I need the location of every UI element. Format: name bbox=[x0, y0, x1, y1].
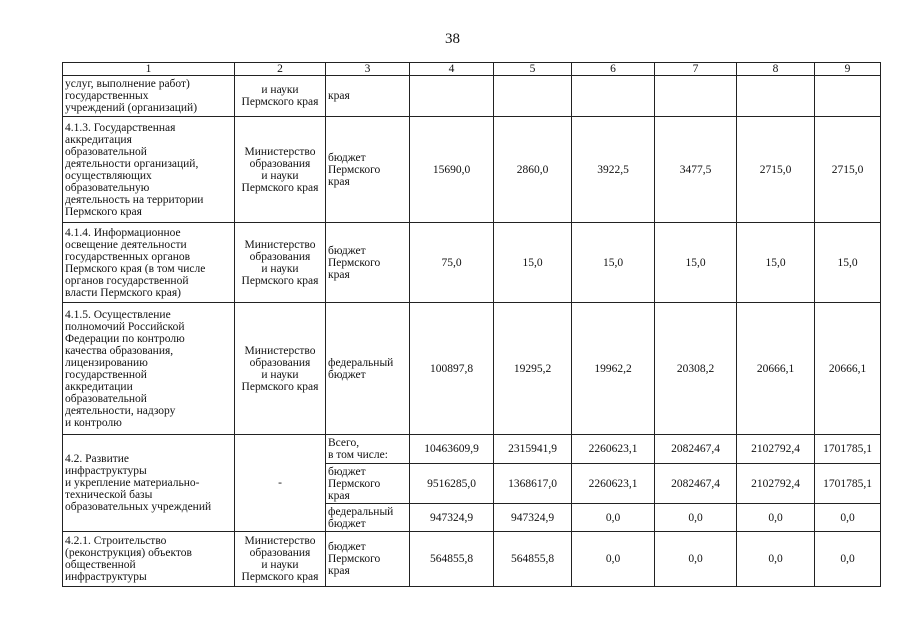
executor-cell: - bbox=[235, 435, 326, 532]
value-cell: 947324,9 bbox=[494, 504, 572, 532]
funding-source-cell: федеральный бюджет bbox=[326, 504, 410, 532]
value-cell: 1701785,1 bbox=[815, 464, 881, 504]
activity-cell: 4.1.5. Осуществление полномочий Российской Федерации по контролю качества образования, лицензированию государственной аккредитации образовательной деятельности, надзору и контролю bbox=[63, 303, 235, 435]
value-cell: 0,0 bbox=[572, 532, 655, 587]
value-cell: 2102792,4 bbox=[737, 464, 815, 504]
value-cell: 0,0 bbox=[815, 532, 881, 587]
table-row bbox=[63, 76, 881, 117]
funding-source-cell: федеральный бюджет bbox=[326, 303, 410, 435]
column-number: 7 bbox=[655, 63, 737, 76]
value-cell: 0,0 bbox=[572, 504, 655, 532]
value-cell: 15,0 bbox=[572, 223, 655, 303]
activity-cell: 4.2.1. Строительство (реконструкция) объектов общественной инфраструктуры bbox=[63, 532, 235, 587]
value-cell: 2082467,4 bbox=[655, 464, 737, 504]
column-number: 9 bbox=[815, 63, 881, 76]
activity-cell: услуг, выполнение работ) государственных учреждений (организаций) bbox=[63, 76, 235, 117]
activity-cell: 4.2. Развитие инфраструктуры и укрепление материально- технической базы образовательных учреждений bbox=[63, 435, 235, 532]
value-cell bbox=[494, 76, 572, 117]
table-row bbox=[63, 303, 881, 435]
executor-cell: Министерство образования и науки Пермского края bbox=[235, 117, 326, 223]
value-cell: 2102792,4 bbox=[737, 435, 815, 464]
column-number: 2 bbox=[235, 63, 326, 76]
funding-source-cell: края bbox=[326, 76, 410, 117]
page-number: 38 bbox=[445, 31, 460, 47]
table-row bbox=[63, 117, 881, 223]
value-cell: 10463609,9 bbox=[410, 435, 494, 464]
column-number: 3 bbox=[326, 63, 410, 76]
value-cell: 2715,0 bbox=[737, 117, 815, 223]
value-cell: 0,0 bbox=[737, 504, 815, 532]
value-cell: 15690,0 bbox=[410, 117, 494, 223]
table-row bbox=[63, 532, 881, 587]
value-cell: 1701785,1 bbox=[815, 435, 881, 464]
value-cell bbox=[410, 76, 494, 117]
value-cell: 0,0 bbox=[737, 532, 815, 587]
executor-cell: Министерство образования и науки Пермского края bbox=[235, 223, 326, 303]
value-cell: 9516285,0 bbox=[410, 464, 494, 504]
value-cell: 20666,1 bbox=[737, 303, 815, 435]
value-cell: 19962,2 bbox=[572, 303, 655, 435]
column-number: 8 bbox=[737, 63, 815, 76]
funding-source-cell: бюджет Пермского края bbox=[326, 464, 410, 504]
value-cell: 564855,8 bbox=[494, 532, 572, 587]
value-cell: 3922,5 bbox=[572, 117, 655, 223]
value-cell: 19295,2 bbox=[494, 303, 572, 435]
budget-table bbox=[62, 62, 881, 587]
value-cell: 947324,9 bbox=[410, 504, 494, 532]
value-cell: 2715,0 bbox=[815, 117, 881, 223]
value-cell: 0,0 bbox=[815, 504, 881, 532]
activity-cell: 4.1.3. Государственная аккредитация образовательной деятельности организаций, осуществляющих образовательную деятельность на территории Пермского края bbox=[63, 117, 235, 223]
column-number: 4 bbox=[410, 63, 494, 76]
column-number-row bbox=[63, 63, 881, 76]
value-cell: 15,0 bbox=[815, 223, 881, 303]
value-cell: 2260623,1 bbox=[572, 464, 655, 504]
value-cell: 2260623,1 bbox=[572, 435, 655, 464]
value-cell: 564855,8 bbox=[410, 532, 494, 587]
funding-source-cell: бюджет Пермского края bbox=[326, 117, 410, 223]
value-cell: 15,0 bbox=[494, 223, 572, 303]
value-cell: 2315941,9 bbox=[494, 435, 572, 464]
column-number: 1 bbox=[63, 63, 235, 76]
activity-cell: 4.1.4. Информационное освещение деятельности государственных органов Пермского края (в том числе органов государственной власти Пермского края) bbox=[63, 223, 235, 303]
value-cell: 0,0 bbox=[655, 532, 737, 587]
executor-cell: и науки Пермского края bbox=[235, 76, 326, 117]
executor-cell: Министерство образования и науки Пермского края bbox=[235, 532, 326, 587]
funding-source-cell: Всего, в том числе: bbox=[326, 435, 410, 464]
value-cell: 15,0 bbox=[737, 223, 815, 303]
column-number: 6 bbox=[572, 63, 655, 76]
value-cell: 20666,1 bbox=[815, 303, 881, 435]
value-cell: 0,0 bbox=[655, 504, 737, 532]
table-row bbox=[63, 435, 881, 464]
value-cell: 100897,8 bbox=[410, 303, 494, 435]
value-cell bbox=[815, 76, 881, 117]
executor-cell: Министерство образования и науки Пермского края bbox=[235, 303, 326, 435]
value-cell: 1368617,0 bbox=[494, 464, 572, 504]
value-cell: 15,0 bbox=[655, 223, 737, 303]
value-cell: 2082467,4 bbox=[655, 435, 737, 464]
column-number: 5 bbox=[494, 63, 572, 76]
value-cell: 20308,2 bbox=[655, 303, 737, 435]
funding-source-cell: бюджет Пермского края bbox=[326, 223, 410, 303]
value-cell: 75,0 bbox=[410, 223, 494, 303]
funding-source-cell: бюджет Пермского края bbox=[326, 532, 410, 587]
value-cell bbox=[655, 76, 737, 117]
value-cell bbox=[737, 76, 815, 117]
value-cell: 3477,5 bbox=[655, 117, 737, 223]
value-cell: 2860,0 bbox=[494, 117, 572, 223]
table-row bbox=[63, 223, 881, 303]
value-cell bbox=[572, 76, 655, 117]
